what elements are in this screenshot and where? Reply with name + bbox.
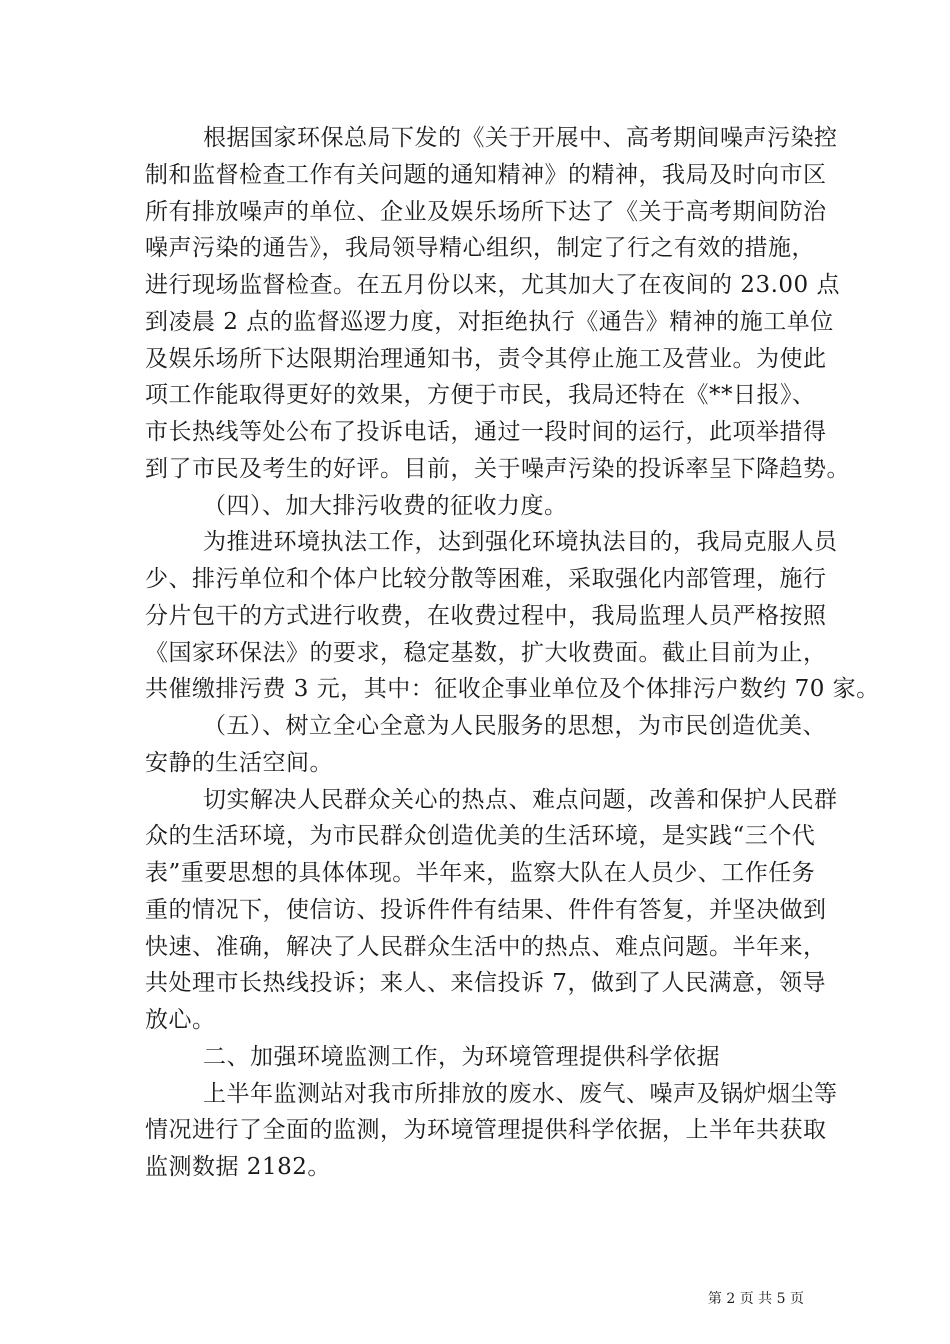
body-text-line: 监测数据 2182。: [145, 1154, 331, 1180]
page-footer: 第 2 页 共 5 页: [707, 1291, 804, 1307]
section-heading: 安静的生活空间。: [145, 750, 333, 776]
body-text-line: 到了市民及考生的好评。目前，关于噪声污染的投诉率呈下降趋势。: [145, 456, 850, 482]
body-text-line: 根据国家环保总局下发的《关于开展中、高考期间噪声污染控: [203, 125, 838, 151]
body-text-line: 放心。: [145, 1007, 216, 1033]
body-text-line: 分片包干的方式进行收费，在收费过程中，我局监理人员严格按照: [145, 603, 827, 629]
section-heading: 二、加强环境监测工作，为环境管理提供科学依据: [203, 1044, 720, 1070]
body-text-line: 进行现场监督检查。在五月份以来，尤其加大了在夜间的 23.00 点: [145, 272, 840, 298]
body-text-line: 及娱乐场所下达限期治理通知书，责令其停止施工及营业。为使此: [145, 346, 827, 372]
body-text-line: 制和监督检查工作有关问题的通知精神》的精神，我局及时向市区: [145, 162, 827, 188]
body-text-line: 项工作能取得更好的效果，方便于市民，我局还特在《**日报》、: [145, 382, 816, 408]
body-text-line: 快速、准确，解决了人民群众生活中的热点、难点问题。半年来，: [145, 934, 827, 960]
section-heading: （五）、树立全心全意为人民服务的思想，为市民创造优美、: [203, 713, 826, 739]
body-text-line: 为推进环境执法工作，达到强化环境执法目的，我局克服人员: [203, 529, 838, 555]
body-text-line: 噪声污染的通告》，我局领导精心组织，制定了行之有效的措施，: [145, 235, 815, 261]
body-text-line: 到凌晨 2 点的监督巡逻力度，对拒绝执行《通告》精神的施工单位: [145, 309, 834, 335]
body-text-line: 众的生活环境，为市民群众创造优美的生活环境，是实践“三个代: [145, 823, 816, 849]
body-text-line: 所有排放噪声的单位、企业及娱乐场所下达了《关于高考期间防治: [145, 199, 827, 225]
body-text-line: 上半年监测站对我市所排放的废水、废气、噪声及锅炉烟尘等: [203, 1081, 838, 1107]
body-text-line: 切实解决人民群众关心的热点、难点问题，改善和保护人民群: [203, 787, 838, 813]
body-text-line: 情况进行了全面的监测，为环境管理提供科学依据，上半年共获取: [145, 1117, 827, 1143]
body-text-line: 少、排污单位和个体户比较分散等困难，采取强化内部管理，施行: [145, 566, 827, 592]
body-text-line: 表”重要思想的具体体现。半年来，监察大队在人员少、工作任务: [145, 860, 816, 886]
body-text-line: 《国家环保法》的要求，稳定基数，扩大收费面。截止目前为止，: [145, 640, 827, 666]
body-text-line: 共处理市长热线投诉；来人、来信投诉 7，做到了人民满意，领导: [145, 970, 826, 996]
section-heading: （四）、加大排污收费的征收力度。: [203, 493, 568, 519]
body-text-line: 市长热线等处公布了投诉电话，通过一段时间的运行，此项举措得: [145, 419, 827, 445]
body-text-line: 共催缴排污费 3 元，其中：征收企事业单位及个体排污户数约 70 家。: [145, 676, 880, 702]
body-text-line: 重的情况下，使信访、投诉件件有结果、件件有答复，并坚决做到: [145, 897, 827, 923]
